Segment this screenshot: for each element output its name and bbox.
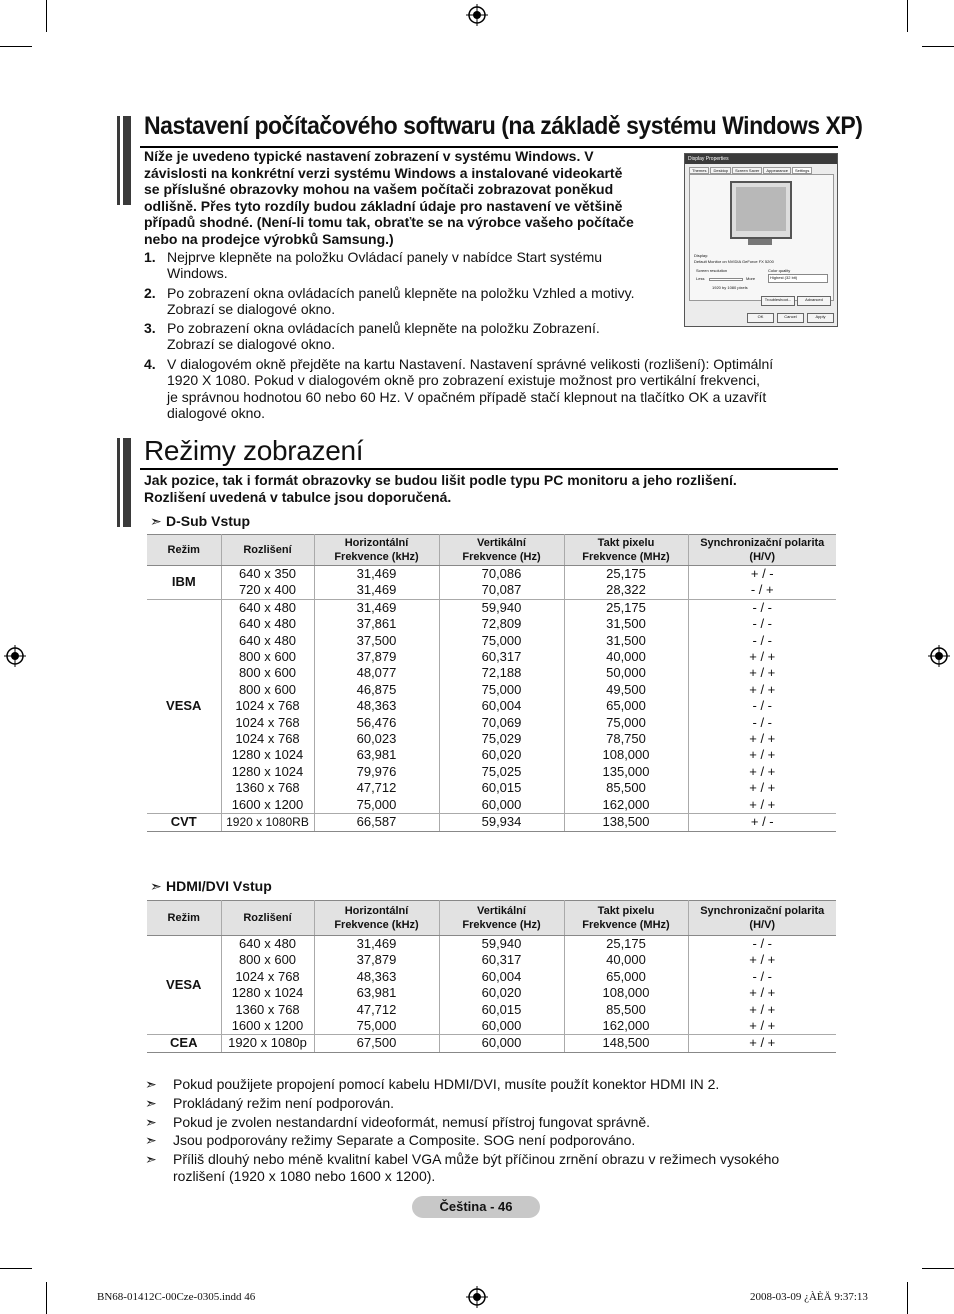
polarity-cell xyxy=(688,599,836,813)
hdmi-title-text: HDMI/DVI Vstup xyxy=(166,878,272,894)
cell-value: 60,015 xyxy=(481,1001,522,1017)
intro-line: Níže je uvedeno typické nastavení zobrazení v systému Windows. V xyxy=(144,148,594,164)
monitor-icon xyxy=(730,181,792,239)
display-properties-screenshot xyxy=(684,153,838,327)
header-pixel: Takt pixelu Frekvence (MHz) xyxy=(564,535,688,566)
section-bar xyxy=(123,116,131,205)
polarity-cell xyxy=(688,1035,836,1052)
mode-cell: VESA xyxy=(147,599,221,813)
cell-value: - / - xyxy=(752,936,772,951)
step-number: 1. xyxy=(144,249,156,265)
section-bar xyxy=(117,438,120,527)
tab-settings: Settings xyxy=(792,167,812,174)
cell-value: 135,000 xyxy=(602,763,650,779)
screenshot-panel xyxy=(689,174,834,301)
section-bar xyxy=(117,116,120,205)
cell-value: 75,000 xyxy=(356,796,397,812)
cell-value: 800 x 600 xyxy=(238,665,297,681)
cell-value: - / + xyxy=(750,582,774,598)
screenshot-title: Display Properties xyxy=(685,154,837,164)
cell-value: 1024 x 768 xyxy=(235,968,300,984)
cell-value: 25,175 xyxy=(606,566,646,581)
header-hfreq: Horizontální Frekvence (kHz) xyxy=(314,535,439,566)
mode-cell: CEA xyxy=(147,1035,221,1052)
cell-value: 66,587 xyxy=(356,814,397,830)
vfreq-cell xyxy=(439,936,564,1035)
cell-value: 1920 x 1080p xyxy=(228,1035,307,1051)
cell-value: 60,015 xyxy=(481,780,522,796)
step-line: dialogové okno. xyxy=(167,404,266,421)
mode-cell: IBM xyxy=(147,566,221,600)
cell-value: 108,000 xyxy=(602,747,650,763)
resolution-slider xyxy=(709,278,743,281)
title-rule xyxy=(140,468,838,470)
resolution-label: Screen resolution xyxy=(696,268,728,273)
cell-value: 138,500 xyxy=(602,814,650,830)
cell-value: 48,077 xyxy=(356,665,397,681)
arrow-icon: ➣ xyxy=(145,1114,157,1130)
cell-value: 56,476 xyxy=(356,714,397,730)
table-header-row xyxy=(147,535,836,566)
cell-value: 800 x 600 xyxy=(238,649,297,665)
hdmi-table xyxy=(147,900,836,1053)
cell-value: 63,981 xyxy=(356,985,397,1001)
step-number: 2. xyxy=(144,285,156,301)
polarity-cell xyxy=(688,566,836,600)
crop-mark xyxy=(922,1268,954,1269)
cell-value: 59,940 xyxy=(481,599,522,615)
less-label: Less xyxy=(696,276,705,281)
header-mode: Režim xyxy=(147,901,221,936)
cell-value: 28,322 xyxy=(606,582,646,598)
cell-value: - / - xyxy=(752,616,772,632)
crop-mark xyxy=(907,0,908,32)
cell-value: 60,020 xyxy=(481,747,522,763)
cell-value: 640 x 480 xyxy=(238,616,297,632)
cell-value: 70,069 xyxy=(481,714,522,730)
apply-button: Apply xyxy=(807,313,834,323)
cell-value: 60,004 xyxy=(481,968,522,984)
intro-line: se příslušné obrazovky mohou na vašem počítači zobrazovat poněkud xyxy=(144,181,614,198)
header-vfreq: Vertikální Frekvence (Hz) xyxy=(439,535,564,566)
cell-value: 46,875 xyxy=(356,681,397,697)
table-row xyxy=(147,599,836,813)
tab-screen-saver: Screen Saver xyxy=(732,167,762,174)
cell-value: 31,469 xyxy=(356,936,397,951)
cell-value: 72,188 xyxy=(481,665,522,681)
cell-value: 162,000 xyxy=(602,1018,650,1034)
cell-value: 640 x 350 xyxy=(238,566,297,581)
cell-value: 75,029 xyxy=(481,731,522,747)
crop-mark xyxy=(46,1282,47,1314)
pixel-cell xyxy=(564,1035,688,1052)
pixel-cell xyxy=(564,936,688,1035)
cell-value: 40,000 xyxy=(606,952,646,968)
cell-value: 85,500 xyxy=(606,780,646,796)
ok-button: OK xyxy=(747,313,774,323)
cell-value: 75,025 xyxy=(481,763,522,779)
note-text xyxy=(173,1151,833,1185)
cell-value: + / + xyxy=(749,665,776,681)
step-number: 3. xyxy=(144,320,156,336)
note-text xyxy=(173,1114,833,1131)
cell-value: 148,500 xyxy=(602,1035,650,1051)
cell-value: 640 x 480 xyxy=(238,599,297,615)
cell-value: 640 x 480 xyxy=(238,632,297,648)
cell-value: 75,000 xyxy=(606,714,646,730)
cell-value: - / - xyxy=(752,599,772,615)
cell-value: 60,020 xyxy=(481,985,522,1001)
cell-value: + / + xyxy=(749,731,776,747)
cell-value: 47,712 xyxy=(356,1001,397,1017)
cell-value: 75,000 xyxy=(481,632,522,648)
cell-value: 31,469 xyxy=(356,582,397,598)
cell-value: 31,469 xyxy=(356,566,397,581)
cell-value: 78,750 xyxy=(606,731,646,747)
color-value: Highest (32 bit) xyxy=(770,275,798,280)
cell-value: + / + xyxy=(749,985,776,1001)
cell-value: 31,500 xyxy=(606,632,646,648)
pixel-cell xyxy=(564,814,688,831)
note-line: Prokládaný režim není podporován. xyxy=(173,1095,395,1111)
note-line: rozlišení (1920 x 1080 nebo 1600 x 1200). xyxy=(173,1168,436,1184)
cell-value: + / + xyxy=(749,952,776,968)
troubleshoot-button: Troubleshoot... xyxy=(761,296,795,306)
advanced-button: Advanced xyxy=(797,296,831,306)
tab-appearance: Appearance xyxy=(763,167,791,174)
step-line: V dialogovém okně přejděte na kartu Nastavení. Nastavení správné velikosti (rozlišení): Optimální xyxy=(167,356,774,372)
mode-cell: CVT xyxy=(147,814,221,831)
cell-value: 1280 x 1024 xyxy=(231,747,304,763)
cell-value: 60,317 xyxy=(481,952,522,968)
cell-value: + / + xyxy=(749,747,776,763)
step-line: Windows. xyxy=(167,265,228,282)
crop-mark xyxy=(907,1282,908,1314)
registration-mark-icon xyxy=(466,4,488,26)
hfreq-cell xyxy=(314,936,439,1035)
registration-mark-icon xyxy=(4,645,26,667)
cell-value: 800 x 600 xyxy=(238,681,297,697)
pixel-cell xyxy=(564,599,688,813)
display-value: Default Monitor on NVIDIA GeForce FX 5200 xyxy=(694,259,774,264)
cell-value: 70,087 xyxy=(481,582,522,598)
crop-mark xyxy=(46,0,47,32)
cell-value: 60,000 xyxy=(481,1018,522,1034)
cell-value: 49,500 xyxy=(606,681,646,697)
intro-line: Rozlišení uvedená v tabulce jsou doporučená. xyxy=(144,489,452,505)
footer-date: 2008-03-09 ¿ÀÈÄ 9:37:13 xyxy=(750,1291,868,1303)
step-number: 4. xyxy=(144,356,156,372)
table-row xyxy=(147,814,836,831)
step-line: Zobrazí se dialogové okno. xyxy=(167,301,336,318)
cell-value: 1280 x 1024 xyxy=(231,985,304,1001)
cell-value: 75,000 xyxy=(481,681,522,697)
header-polarity: Synchronizační polarita (H/V) xyxy=(688,901,836,936)
cell-value: 1024 x 768 xyxy=(235,698,300,714)
cell-value: 37,879 xyxy=(356,952,397,968)
cell-value: 60,000 xyxy=(481,796,522,812)
cell-value: 1600 x 1200 xyxy=(231,1018,304,1034)
resolution-cell xyxy=(221,814,314,831)
color-label: Color quality xyxy=(768,268,791,273)
hfreq-cell xyxy=(314,566,439,600)
cell-value: 31,469 xyxy=(356,599,397,615)
note-text xyxy=(173,1095,833,1112)
note-line: Příliš dlouhý nebo méně kvalitní kabel VGA může být příčinou zrnění obrazu v režimech vysokého xyxy=(173,1151,780,1167)
pixel-cell xyxy=(564,566,688,600)
header-resolution: Rozlišení xyxy=(221,901,314,936)
footer-file: BN68-01412C-00Cze-0305.indd 46 xyxy=(97,1291,256,1303)
cell-value: 108,000 xyxy=(602,985,650,1001)
arrow-icon: ➣ xyxy=(145,1132,157,1148)
crop-mark xyxy=(0,1268,32,1269)
cell-value: 800 x 600 xyxy=(238,952,297,968)
resolution-cell xyxy=(221,1035,314,1052)
cell-value: 25,175 xyxy=(606,599,646,615)
cell-value: 63,981 xyxy=(356,747,397,763)
cell-value: + / + xyxy=(749,649,776,665)
resolution-cell xyxy=(221,599,314,813)
note-line: Pokud je zvolen nestandardní videoformát, nemusí přístroj fungovat správně. xyxy=(173,1114,651,1130)
cell-value: 60,004 xyxy=(481,698,522,714)
intro-text xyxy=(144,472,834,506)
header-hfreq: Horizontální Frekvence (kHz) xyxy=(314,901,439,936)
header-polarity: Synchronizační polarita (H/V) xyxy=(688,535,836,566)
cell-value: - / - xyxy=(752,698,772,714)
vfreq-cell xyxy=(439,1035,564,1052)
polarity-cell xyxy=(688,936,836,1035)
arrow-icon: ➣ xyxy=(145,1151,157,1167)
table-header-row xyxy=(147,901,836,936)
note-line: Pokud použijete propojení pomocí kabelu HDMI/DVI, musíte použít konektor HDMI IN 2. xyxy=(173,1076,720,1092)
header-resolution: Rozlišení xyxy=(221,535,314,566)
cell-value: 1280 x 1024 xyxy=(231,763,304,779)
cell-value: + / - xyxy=(750,566,774,581)
intro-text xyxy=(144,148,664,248)
hfreq-cell xyxy=(314,599,439,813)
cell-value: + / + xyxy=(749,796,776,812)
header-pixel: Takt pixelu Frekvence (MHz) xyxy=(564,901,688,936)
cell-value: 59,940 xyxy=(481,936,522,951)
resolution-cell xyxy=(221,566,314,600)
step-line: 1920 X 1080. Pokud v dialogovém okně pro zobrazení existuje možnost pro vertikální frekvenci, xyxy=(167,372,760,389)
arrow-icon: ➣ xyxy=(150,878,162,894)
cell-value: + / + xyxy=(749,1035,776,1051)
intro-line: případů shodné. (Není-li tomu tak, obraťte se na výrobce vašeho počítače xyxy=(144,214,634,231)
step-line: Po zobrazení okna ovládacích panelů klepněte na položku Zobrazení. xyxy=(167,320,600,336)
step-line: je správnou hodnotou 60 nebo 60 Hz. V opačném případě stačí klepnout na tlačítko OK a uzavřít xyxy=(167,388,767,405)
table-row xyxy=(147,936,836,1035)
cell-value: 67,500 xyxy=(356,1035,397,1051)
mode-cell: VESA xyxy=(147,936,221,1035)
polarity-cell xyxy=(688,814,836,831)
arrow-icon: ➣ xyxy=(145,1076,157,1092)
cell-value: 59,934 xyxy=(481,814,522,830)
cell-value: + / - xyxy=(750,814,774,830)
cell-value: 72,809 xyxy=(481,616,522,632)
cell-value: 162,000 xyxy=(602,796,650,812)
cell-value: + / + xyxy=(749,681,776,697)
cell-value: 1920 x 1080RB xyxy=(226,815,309,830)
note-line: Jsou podporovány režimy Separate a Composite. SOG není podporováno. xyxy=(173,1132,636,1148)
header-vfreq: Vertikální Frekvence (Hz) xyxy=(439,901,564,936)
cell-value: 47,712 xyxy=(356,780,397,796)
hdmi-title xyxy=(150,878,272,895)
cell-value: 1360 x 768 xyxy=(235,1001,300,1017)
step-line: Nejprve klepněte na položku Ovládací panely v nabídce Start systému xyxy=(167,249,603,265)
cell-value: 1024 x 768 xyxy=(235,731,300,747)
tab-themes: Themes xyxy=(689,167,709,174)
screenshot-tabs xyxy=(689,167,813,174)
table-row xyxy=(147,1035,836,1052)
dsub-table xyxy=(147,534,836,832)
cell-value: 37,861 xyxy=(356,616,397,632)
crop-mark xyxy=(0,46,32,47)
note-text xyxy=(173,1132,833,1149)
crop-mark xyxy=(922,46,954,47)
cell-value: 50,000 xyxy=(606,665,646,681)
intro-line: nebo na prodejce výrobků Samsung.) xyxy=(144,230,394,247)
dsub-title-text: D-Sub Vstup xyxy=(166,513,250,529)
page-title: Nastavení počítačového softwaru (na základě systému Windows XP) xyxy=(144,112,863,140)
hfreq-cell xyxy=(314,814,439,831)
cell-value: 37,500 xyxy=(356,632,397,648)
cell-value: 1600 x 1200 xyxy=(231,796,304,812)
cell-value: 70,086 xyxy=(481,566,522,581)
table-row xyxy=(147,566,836,600)
cell-value: - / - xyxy=(752,632,772,648)
tab-desktop: Desktop xyxy=(710,167,731,174)
page-number-badge: Čeština - 46 xyxy=(412,1196,540,1218)
resolution-cell xyxy=(221,936,314,1035)
section-bar xyxy=(123,438,131,527)
cell-value: 60,317 xyxy=(481,649,522,665)
cell-value: - / - xyxy=(752,714,772,730)
cell-value: 65,000 xyxy=(606,968,646,984)
vfreq-cell xyxy=(439,814,564,831)
cell-value: + / + xyxy=(749,763,776,779)
cell-value: 1360 x 768 xyxy=(235,780,300,796)
cell-value: 1024 x 768 xyxy=(235,714,300,730)
cell-value: 60,023 xyxy=(356,731,397,747)
cell-value: 31,500 xyxy=(606,616,646,632)
vfreq-cell xyxy=(439,599,564,813)
dsub-title xyxy=(150,513,250,530)
cell-value: 65,000 xyxy=(606,698,646,714)
cell-value: 640 x 480 xyxy=(238,936,297,951)
intro-line: závislosti na konkrétní verzi systému Windows a instalované videokartě xyxy=(144,164,623,181)
intro-line: odlišně. Přes tyto rozdíly budou základní údaje pro nastavení ve většině xyxy=(144,197,623,214)
cell-value: 720 x 400 xyxy=(238,582,297,598)
step-line: Po zobrazení okna ovládacích panelů klepněte na položku Vzhled a motivy. xyxy=(167,285,635,301)
cell-value: 40,000 xyxy=(606,649,646,665)
cell-value: 85,500 xyxy=(606,1001,646,1017)
note-text xyxy=(173,1076,833,1093)
cell-value: + / + xyxy=(749,1018,776,1034)
cell-value: 48,363 xyxy=(356,698,397,714)
cell-value: 60,000 xyxy=(481,1035,522,1051)
arrow-icon: ➣ xyxy=(150,513,162,529)
arrow-icon: ➣ xyxy=(145,1095,157,1111)
registration-mark-icon xyxy=(928,645,950,667)
step-line: Zobrazí se dialogové okno. xyxy=(167,336,336,353)
cell-value: 75,000 xyxy=(356,1018,397,1034)
display-label: Display: xyxy=(694,253,709,258)
cancel-button: Cancel xyxy=(777,313,804,323)
section-title: Režimy zobrazení xyxy=(144,435,364,466)
cell-value: - / - xyxy=(752,968,772,984)
more-label: More xyxy=(746,276,756,281)
hfreq-cell xyxy=(314,1035,439,1052)
cell-value: 48,363 xyxy=(356,968,397,984)
monitor-stand xyxy=(748,239,772,245)
vfreq-cell xyxy=(439,566,564,600)
registration-mark-icon xyxy=(466,1286,488,1308)
intro-line: Jak pozice, tak i formát obrazovky se budou lišit podle typu PC monitoru a jeho rozlišení. xyxy=(144,472,737,488)
cell-value: 25,175 xyxy=(606,936,646,951)
cell-value: + / + xyxy=(749,780,776,796)
cell-value: 79,976 xyxy=(356,763,397,779)
resolution-value: 1920 by 1080 pixels xyxy=(712,285,748,290)
cell-value: + / + xyxy=(749,1001,776,1017)
cell-value: 37,879 xyxy=(356,649,397,665)
header-mode: Režim xyxy=(147,535,221,566)
